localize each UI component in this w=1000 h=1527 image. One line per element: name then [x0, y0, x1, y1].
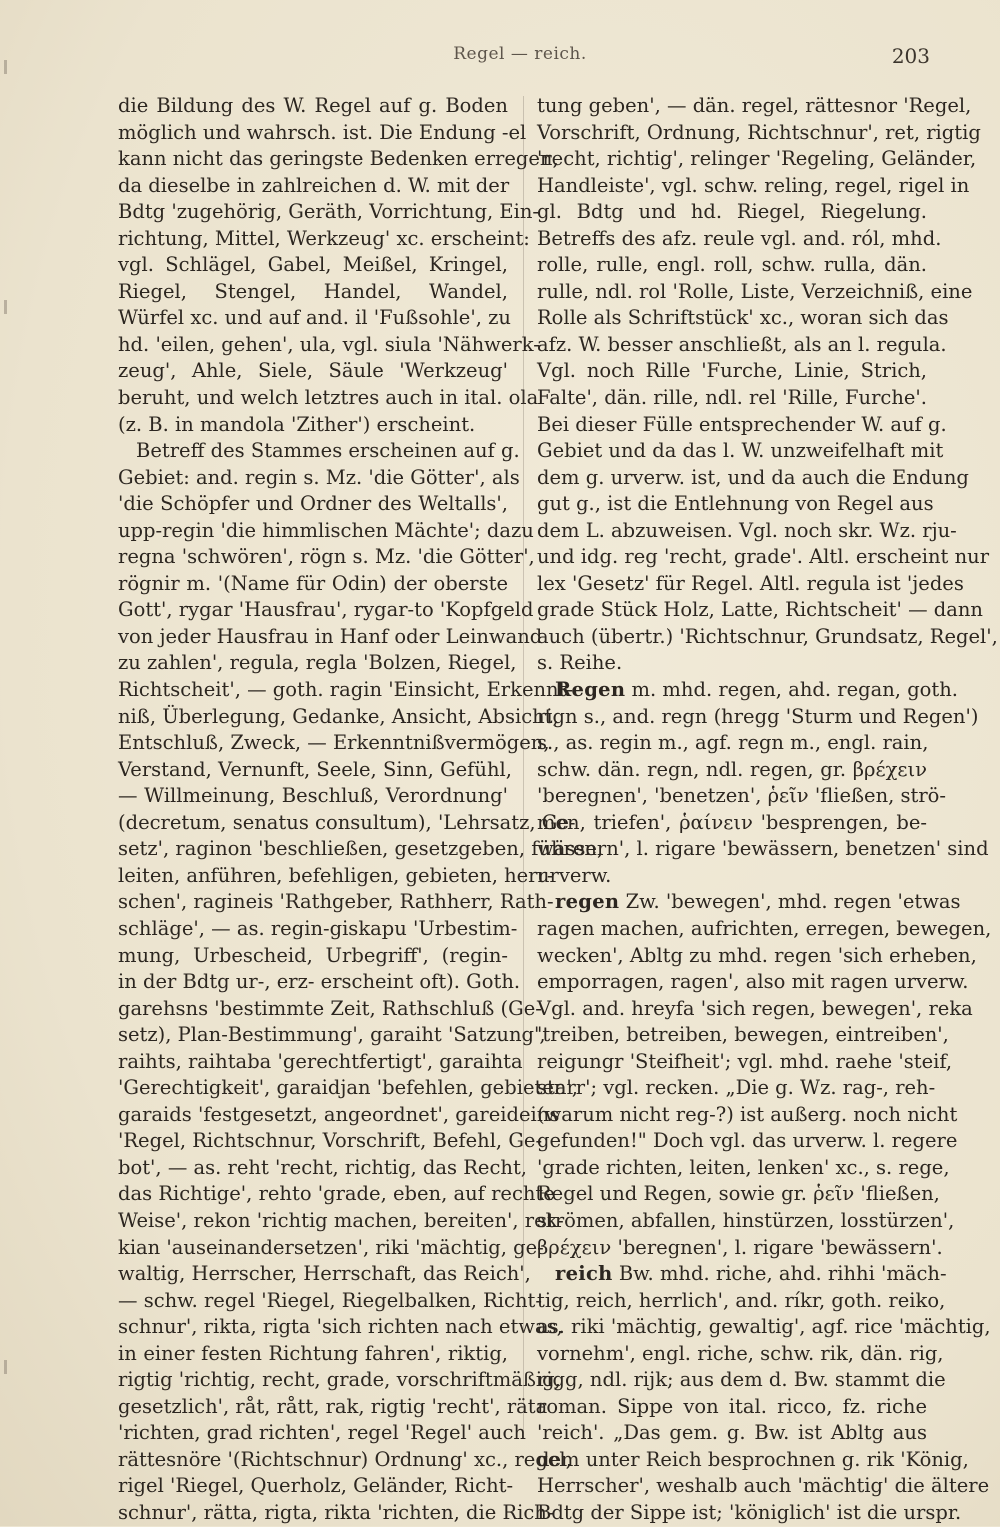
text-line: 'treiben, betreiben, bewegen, eintreiben',: [537, 1023, 949, 1047]
text-line: rättesnöre '(Richtschnur) Ordnung' xc., regel,: [118, 1447, 572, 1471]
text-line: regen Zw. 'bewegen', mhd. regen 'etwas: [555, 890, 961, 914]
text-line: lex 'Gesetz' für Regel. Altl. regula ist 'jedes: [537, 571, 964, 595]
right-text-column: [537, 93, 998, 1527]
text-line: Vgl. and. hreyfa 'sich regen, bewegen', reka: [537, 996, 973, 1020]
text-line: s., as. regin m., agf. regn m., engl. rain,: [537, 731, 929, 755]
text-line: gesetzlich', råt, rått, rak, rigtig 'recht', räta: [118, 1394, 548, 1418]
text-line: reigungr 'Steifheit'; vgl. mhd. raehe 'steif,: [537, 1049, 953, 1073]
text-line: (z. B. in mandola 'Zither') erscheint.: [118, 412, 476, 436]
page-header: [110, 44, 930, 80]
text-line: emporragen, ragen', also mit ragen urverw.: [537, 970, 969, 994]
entry-headword: reich: [555, 1262, 613, 1286]
text-line: strömen, abfallen, hinstürzen, losstürzen',: [537, 1208, 955, 1232]
text-line: schen', ragineis 'Rathgeber, Rathherr, Rath-: [118, 890, 554, 914]
text-line: 'grade richten, leiten, lenken' xc., s. rege,: [537, 1155, 950, 1179]
binding-mark: [4, 60, 7, 74]
text-line: in der Bdtg ur-, erz- erscheint oft). Goth.: [118, 970, 521, 994]
text-line: Riegel, Stengel, Handel, Wandel,: [118, 279, 508, 303]
text-line: in einer festen Richtung fahren', riktig,: [118, 1341, 508, 1365]
text-line: Gebiet: and. regin s. Mz. 'die Götter', als: [118, 465, 520, 489]
text-line: reich Bw. mhd. riche, ahd. rihhi 'mäch-: [555, 1262, 947, 1286]
text-line: von jeder Hausfrau in Hanf oder Leinwand: [118, 624, 543, 648]
text-line: Vorschrift, Ordnung, Richtschnur', ret, rigtig: [537, 120, 981, 144]
text-line: Verstand, Vernunft, Seele, Sinn, Gefühl,: [118, 757, 512, 781]
text-line: und idg. reg 'recht, grade'. Altl. erscheint nur: [537, 545, 990, 569]
text-line: schnur', rätta, rigta, rikta 'richten, die Rich-: [118, 1500, 554, 1524]
text-line: — schw. regel 'Riegel, Riegelbalken, Richt-: [118, 1288, 542, 1312]
text-line: upp-regin 'die himmlischen Mächte'; dazu: [118, 518, 534, 542]
text-line: da dieselbe in zahlreichen d. W. mit der: [118, 173, 510, 197]
text-line: auch (übertr.) 'Richtschnur, Grundsatz, Regel',: [537, 624, 998, 648]
text-line: afz. W. besser anschließt, als an l. regula.: [537, 332, 947, 356]
entry-headword: regen: [555, 890, 620, 914]
running-title: Regel — reich.: [453, 44, 587, 64]
text-line: garehsns 'bestimmte Zeit, Rathschluß (Ge-: [118, 996, 542, 1020]
text-line: Regel und Regen, sowie gr. ῥεῖν 'fließen,: [537, 1182, 940, 1206]
text-line: rögnir m. '(Name für Odin) der oberste: [118, 571, 508, 595]
text-line: 'beregnen', 'benetzen', ῥεῖν 'fließen, strö-: [537, 784, 947, 808]
text-line: möglich und wahrsch. ist. Die Endung -el: [118, 120, 527, 144]
binding-mark: [4, 1360, 7, 1374]
text-line: Herrscher', weshalb auch 'mächtig' die ältere: [537, 1474, 990, 1498]
text-line: mung, Urbescheid, Urbegriff', (regin-: [118, 943, 508, 967]
text-line: leiten, anführen, befehligen, gebieten, herr-: [118, 863, 554, 887]
text-line: tung geben', — dän. regel, rättesnor 'Regel,: [537, 94, 972, 117]
text-line: kann nicht das geringste Bedenken erregen,: [118, 147, 559, 171]
text-line: Rolle als Schriftstück' xc., woran sich das: [537, 306, 949, 330]
text-line: wecken', Abltg zu mhd. regen 'sich erheben,: [537, 943, 977, 967]
text-line: bot', — as. reht 'recht, richtig, das Recht,: [118, 1155, 527, 1179]
text-line: setz', raginon 'beschließen, gesetzgeben, führen,: [118, 837, 604, 861]
text-line: niß, Überlegung, Gedanke, Ansicht, Absicht,: [118, 704, 559, 728]
page-number: 203: [891, 44, 930, 68]
text-line: βρέχειν 'beregnen', l. rigare 'bewässern'.: [537, 1235, 943, 1259]
text-line: Entschluß, Zweck, — Erkenntnißvermögen,: [118, 731, 550, 755]
text-line: vornehm', engl. riche, schw. rik, dän. rig,: [537, 1341, 944, 1365]
text-line: waltig, Herrscher, Herrschaft, das Reich',: [118, 1262, 531, 1286]
text-line: richtung, Mittel, Werkzeug' xc. erscheint:: [118, 226, 530, 250]
text-line: 'Regel, Richtschnur, Vorschrift, Befehl, Ge-: [118, 1129, 543, 1153]
text-line: schläge', — as. regin-giskapu 'Urbestim-: [118, 916, 518, 940]
text-line: rign s., and. regn (hregg 'Sturm und Regen'): [537, 704, 979, 728]
text-line: Bei dieser Fülle entsprechender W. auf g.: [537, 412, 947, 436]
text-line: dem L. abzuweisen. Vgl. noch skr. Wz. rju-: [537, 518, 957, 542]
text-line: garaids 'festgesetzt, angeordnet', gareideins: [118, 1102, 560, 1126]
text-line: beruht, und welch letztres auch in ital. ola: [118, 386, 539, 410]
binding-mark: [4, 300, 7, 314]
text-line: 'recht, richtig', relinger 'Regeling, Geländer,: [537, 147, 977, 171]
text-line: Weise', rekon 'richtig machen, bereiten', rek-: [118, 1208, 564, 1232]
text-line: Bdtg 'zugehörig, Geräth, Vorrichtung, Ein-: [118, 200, 539, 224]
text-line: wässern', l. rigare 'bewässern, benetzen' sind: [537, 837, 989, 861]
text-line: Gott', rygar 'Hausfrau', rygar-to 'Kopfgeld: [118, 598, 534, 622]
text-line: die Bildung des W. Regel auf g. Boden: [118, 94, 508, 117]
text-line: grade Stück Holz, Latte, Richtscheit' — dann: [537, 598, 983, 622]
text-line: kian 'auseinandersetzen', riki 'mächtig, ge-: [118, 1235, 544, 1259]
text-line: roman. Sippe von ital. ricco, fz. riche: [537, 1394, 927, 1418]
text-line: rigtig 'richtig, recht, grade, vorschriftmäßig,: [118, 1368, 561, 1392]
text-line: zu zahlen', regula, regla 'Bolzen, Riegel,: [118, 651, 517, 675]
text-line: rigel 'Riegel, Querholz, Geländer, Richt-: [118, 1474, 514, 1498]
text-line: Vgl. noch Rille 'Furche, Linie, Strich,: [537, 359, 927, 383]
text-line: as. riki 'mächtig, gewaltig', agf. rice 'mächtig,: [537, 1315, 991, 1339]
text-line: dem g. urverw. ist, und da auch die Endung: [537, 465, 969, 489]
text-line: rigg, ndl. rijk; aus dem d. Bw. stammt die: [537, 1368, 946, 1392]
text-line: regna 'schwören', rögn s. Mz. 'die Götter',: [118, 545, 535, 569]
text-line: schnur', rikta, rigta 'sich richten nach etwas,: [118, 1315, 563, 1339]
text-line: gl. Bdtg und hd. Riegel, Riegelung.: [537, 200, 927, 224]
text-line: starr'; vgl. recken. „Die g. Wz. rag-, reh-: [537, 1076, 936, 1100]
text-line: ragen machen, aufrichten, erregen, bewegen,: [537, 916, 992, 940]
text-line: Falte', dän. rille, ndl. rel 'Rille, Furche'.: [537, 386, 927, 410]
text-line: 'die Schöpfer und Ordner des Weltalls',: [118, 492, 508, 516]
text-line: s. Reihe.: [537, 651, 623, 675]
text-line: 'reich'. „Das gem. g. Bw. ist Abltg aus: [537, 1421, 927, 1445]
text-line: dem unter Reich besprochnen g. rik 'König,: [537, 1447, 969, 1471]
text-line: Richtscheit', — goth. ragin 'Einsicht, Erkennt-: [118, 678, 574, 702]
text-line: Betreff des Stammes erscheinen auf g.: [136, 439, 520, 463]
text-line: Regen m. mhd. regen, ahd. regan, goth.: [555, 678, 959, 702]
text-line: rulle, ndl. rol 'Rolle, Liste, Verzeichniß, eine: [537, 279, 973, 303]
text-line: tig, reich, herrlich', and. ríkr, goth. reiko,: [537, 1288, 946, 1312]
text-line: (warum nicht reg-?) ist außerg. noch nicht: [537, 1102, 958, 1126]
text-line: schw. dän. regn, ndl. regen, gr. βρέχειν: [537, 757, 927, 781]
text-line: rolle, rulle, engl. roll, schw. rulla, dän.: [537, 253, 927, 277]
text-line: urverw.: [537, 863, 612, 887]
text-line: Betreffs des afz. reule vgl. and. ról, mhd.: [537, 226, 942, 250]
text-line: Würfel xc. und auf and. il 'Fußsohle', zu: [118, 306, 511, 330]
text-line: zeug', Ahle, Siele, Säule 'Werkzeug': [118, 359, 508, 383]
text-line: men, triefen', ῥαίνειν 'besprengen, be-: [537, 810, 927, 834]
text-line: vgl. Schlägel, Gabel, Meißel, Kringel,: [118, 253, 508, 277]
text-line: das Richtige', rehto 'grade, eben, auf rechte: [118, 1182, 555, 1206]
text-line: 'richten, grad richten', regel 'Regel' auch: [118, 1421, 526, 1445]
text-line: setz), Plan-Bestimmung', garaiht 'Satzung',: [118, 1023, 546, 1047]
text-line: gefunden!" Doch vgl. das urverw. l. regere: [537, 1129, 958, 1153]
text-line: — Willmeinung, Beschluß, Verordnung': [118, 784, 508, 808]
text-line: Handleiste', vgl. schw. reling, regel, rigel in: [537, 173, 970, 197]
text-line: hd. 'eilen, gehen', ula, vgl. siula 'Nähwerk-: [118, 332, 540, 356]
text-line: Bdtg der Sippe ist; 'königlich' ist die urspr.: [537, 1500, 962, 1524]
text-line: gut g., ist die Entlehnung von Regel aus: [537, 492, 934, 516]
entry-headword: Regen: [555, 678, 626, 702]
text-line: (decretum, senatus consultum), 'Lehrsatz, Ge-: [118, 810, 576, 834]
column-gutter: [523, 96, 524, 1436]
text-line: Gebiet und da das l. W. unzweifelhaft mit: [537, 439, 944, 463]
text-line: 'Gerechtigkeit', garaidjan 'befehlen, gebieten',: [118, 1076, 578, 1100]
text-line: raihts, raihtaba 'gerechtfertigt', garaihta: [118, 1049, 523, 1073]
